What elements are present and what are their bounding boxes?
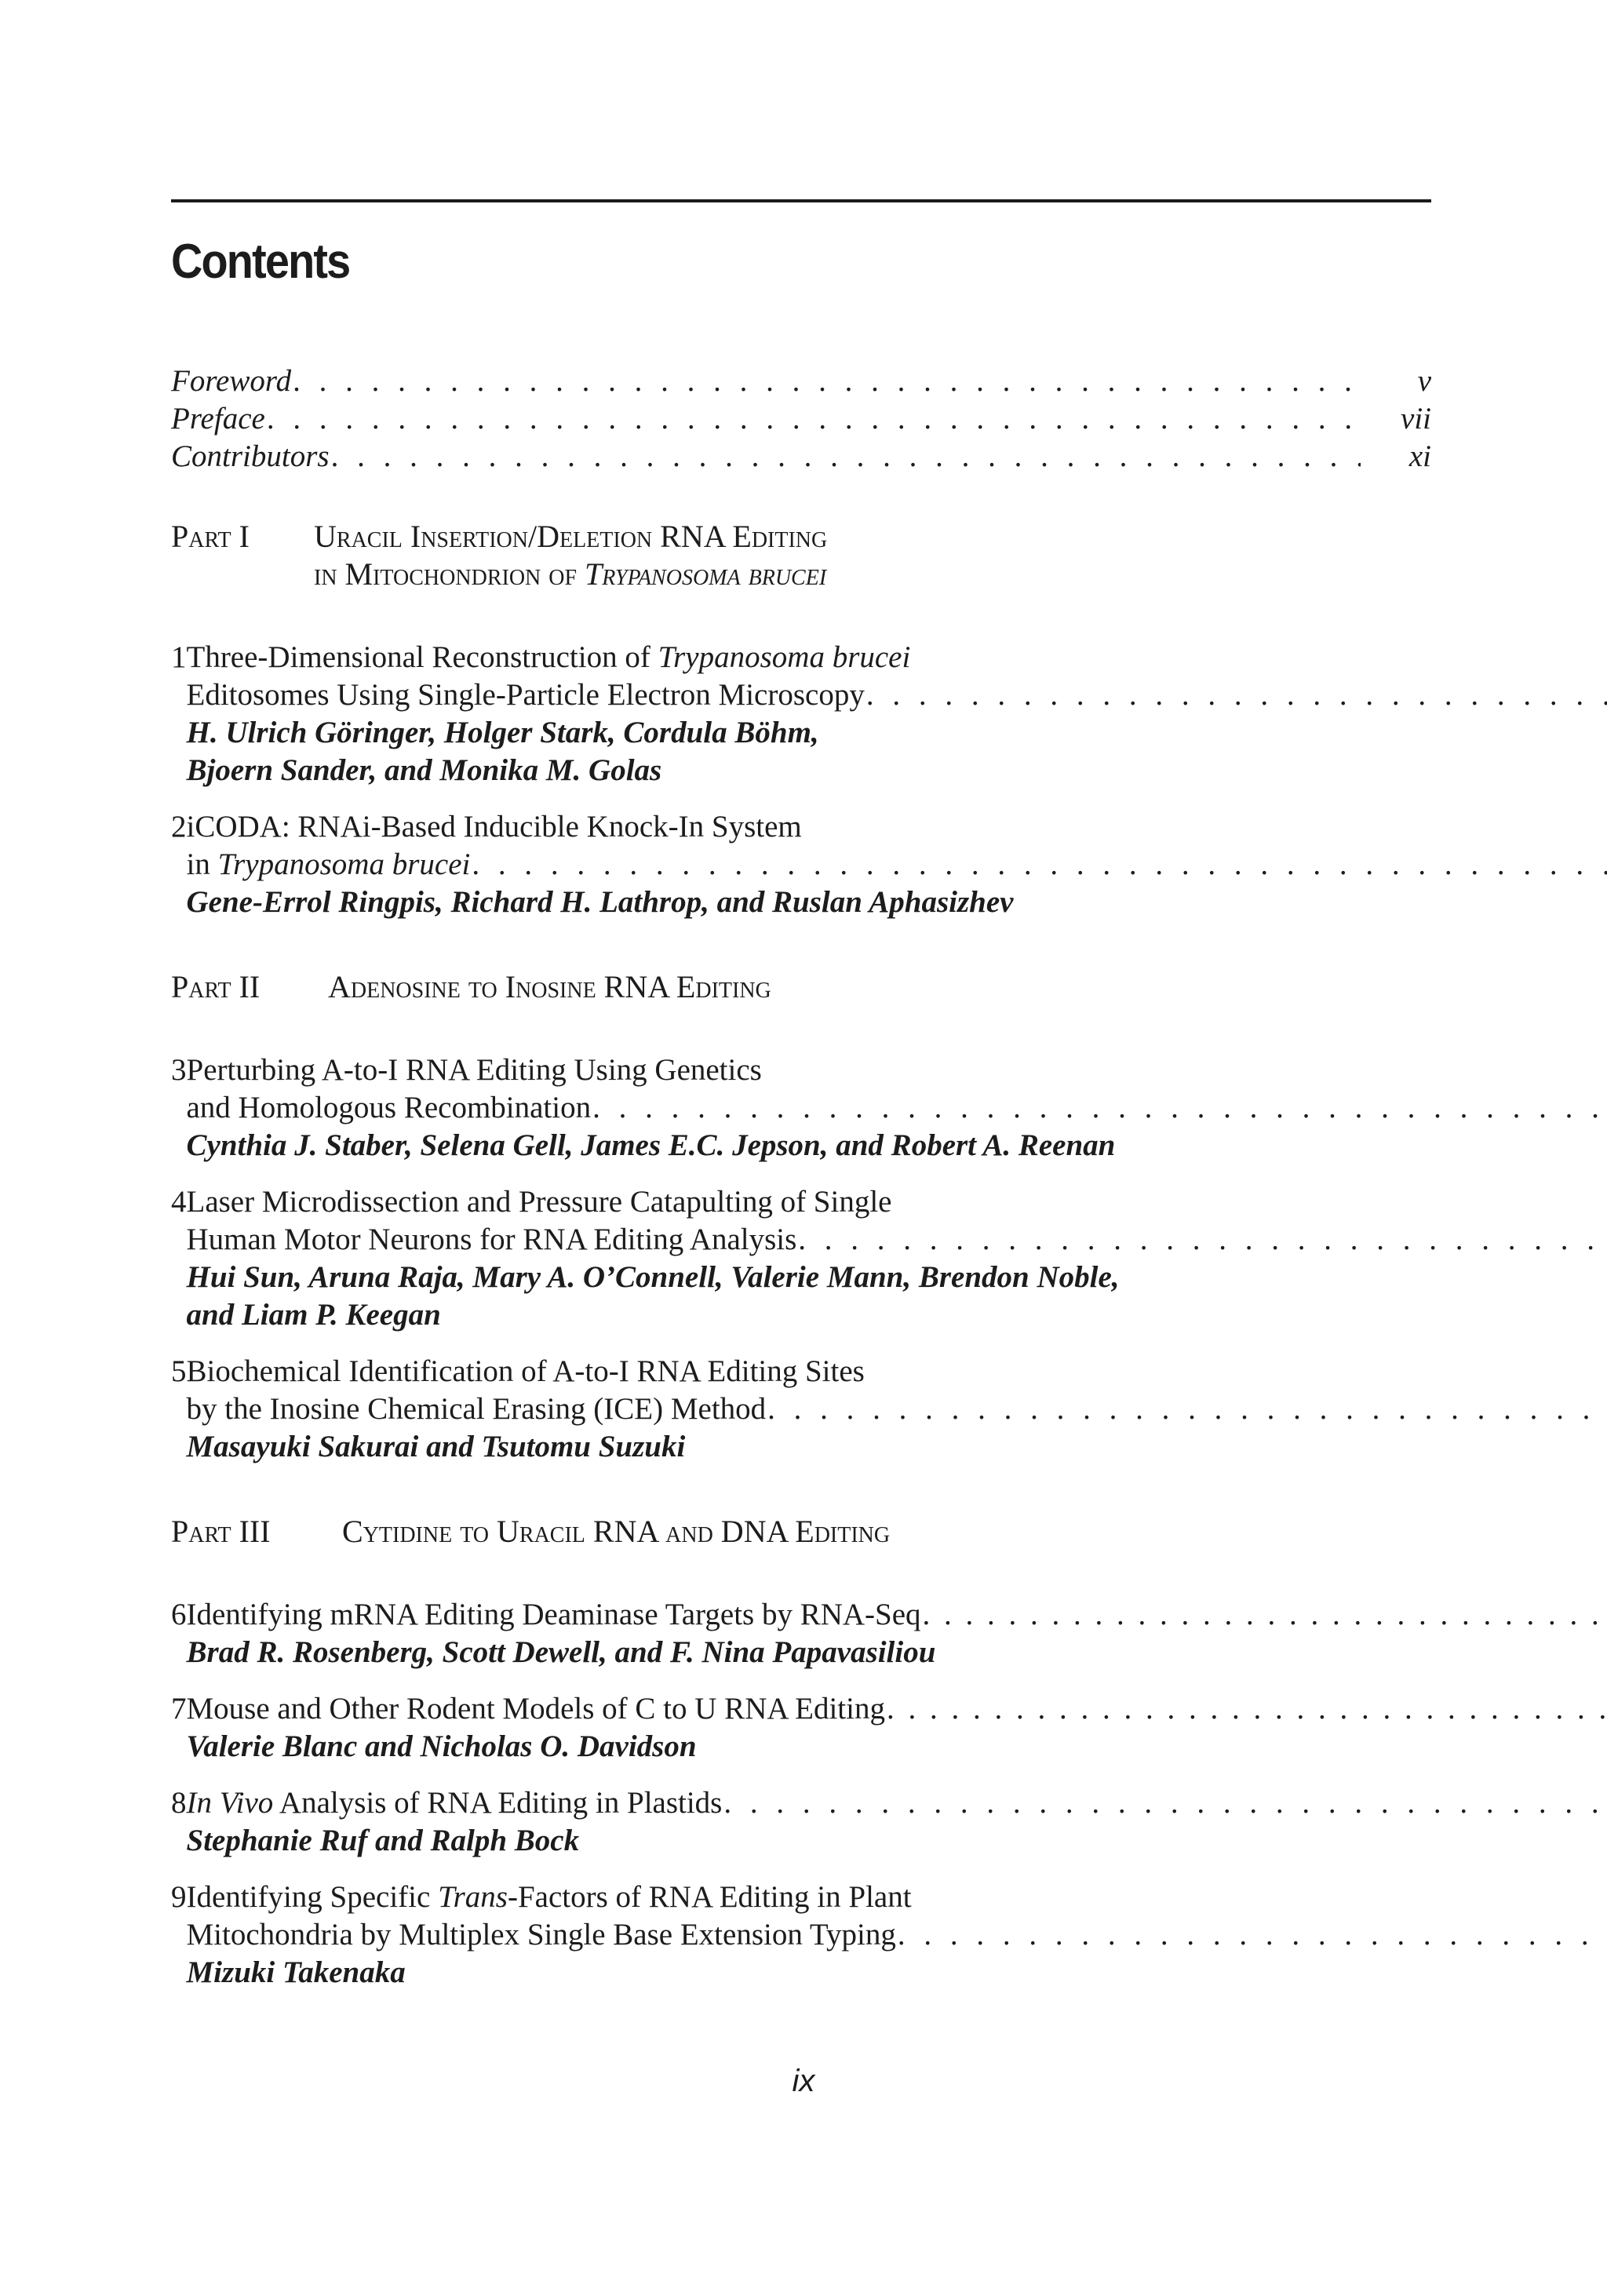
chapter-entry-9[interactable] xyxy=(171,1879,1431,1992)
chapter-authors: Stephanie Ruf and Ralph Bock xyxy=(186,1824,580,1857)
entry-title: Contributors xyxy=(171,439,330,473)
chapter-entry-7[interactable] xyxy=(171,1690,1431,1766)
chapter-authors-line2: Bjoern Sander, and Monika M. Golas xyxy=(186,753,662,787)
chapter-title-line1: Perturbing A-to-I RNA Editing Using Genetics xyxy=(186,1053,762,1087)
part-label: Part I xyxy=(171,519,250,554)
chapter-entry-6[interactable] xyxy=(171,1596,1431,1671)
chapter-entry-2[interactable] xyxy=(171,808,1431,921)
dot-leader xyxy=(723,1784,1607,1822)
chapter-entry-3[interactable] xyxy=(171,1051,1431,1164)
part-heading-3 xyxy=(171,1513,1431,1551)
dot-leader xyxy=(887,1690,1607,1728)
chapter-authors: Cynthia J. Staber, Selena Gell, James E.C. Jepson, and Robert A. Reenan xyxy=(186,1128,1116,1162)
page-title: Contents xyxy=(171,235,350,289)
chapter-entry-1[interactable] xyxy=(171,639,1431,789)
chapter-number: 5 xyxy=(171,1354,187,1388)
chapter-number: 8 xyxy=(171,1786,187,1820)
dot-leader xyxy=(331,438,1361,476)
chapter-entry-8[interactable] xyxy=(171,1784,1431,1860)
dot-leader xyxy=(472,846,1607,884)
entry-page: v xyxy=(1417,364,1431,398)
part-label: Part II xyxy=(171,969,261,1004)
chapter-entry-5[interactable] xyxy=(171,1353,1431,1466)
chapter-authors-line2: and Liam P. Keegan xyxy=(186,1298,441,1332)
toc-entry-contributors[interactable] xyxy=(171,438,1431,476)
chapter-number: 1 xyxy=(171,640,187,674)
part-title: Uracil Insertion/Deletion RNA Editing xyxy=(314,519,828,554)
chapter-title-line2: in Trypanosoma brucei xyxy=(186,847,471,881)
table-of-contents xyxy=(171,363,1431,2010)
front-matter xyxy=(171,363,1431,476)
part-title-line2: in Mitochondrion of Trypanosoma brucei xyxy=(314,556,827,592)
part-label: Part III xyxy=(171,1514,271,1549)
chapter-title-line1: Identifying Specific Trans-Factors of RNA Editing in Plant xyxy=(186,1880,912,1914)
dot-leader xyxy=(866,676,1607,714)
chapter-title-line2: and Homologous Recombination xyxy=(186,1091,592,1124)
chapter-title-line2: Mitochondria by Multiplex Single Base Extension Typing xyxy=(186,1918,896,1952)
chapter-title-line1: Three-Dimensional Reconstruction of Trypanosoma brucei xyxy=(186,640,911,674)
page-number: ix xyxy=(792,2064,815,2098)
dot-leader xyxy=(267,400,1361,438)
chapter-title-line1: Laser Microdissection and Pressure Catapulting of Single xyxy=(186,1185,892,1219)
part-heading-2 xyxy=(171,968,1431,1006)
entry-title: Preface xyxy=(171,402,265,436)
chapter-number: 7 xyxy=(171,1692,187,1726)
chapter-title-line1: iCODA: RNAi-Based Inducible Knock-In System xyxy=(186,810,802,844)
entry-page: vii xyxy=(1401,402,1431,436)
chapter-number: 2 xyxy=(171,810,187,844)
chapter-authors: Valerie Blanc and Nicholas O. Davidson xyxy=(186,1729,697,1763)
chapter-title-line2: by the Inosine Chemical Erasing (ICE) Method xyxy=(186,1392,767,1426)
chapter-number: 9 xyxy=(171,1880,187,1914)
entry-page: xi xyxy=(1408,439,1431,473)
part-title: Adenosine to Inosine RNA Editing xyxy=(328,969,771,1004)
chapter-number: 3 xyxy=(171,1053,187,1087)
dot-leader xyxy=(592,1089,1607,1127)
chapter-authors: Brad R. Rosenberg, Scott Dewell, and F. Nina Papavasiliou xyxy=(186,1635,936,1669)
chapter-entry-4[interactable] xyxy=(171,1183,1431,1334)
entry-title: Foreword xyxy=(171,364,292,398)
chapter-authors: H. Ulrich Göringer, Holger Stark, Cordula Böhm, xyxy=(186,716,819,749)
chapter-authors: Masayuki Sakurai and Tsutomu Suzuki xyxy=(186,1430,686,1463)
dot-leader xyxy=(923,1596,1607,1634)
top-rule xyxy=(171,199,1431,202)
chapter-title: In Vivo Analysis of RNA Editing in Plastids xyxy=(186,1786,723,1820)
toc-entry-preface[interactable] xyxy=(171,400,1431,438)
chapter-authors: Mizuki Takenaka xyxy=(186,1955,406,1989)
dot-leader xyxy=(767,1390,1607,1428)
dot-leader xyxy=(798,1221,1607,1259)
chapter-authors: Gene-Errol Ringpis, Richard H. Lathrop, and Ruslan Aphasizhev xyxy=(186,885,1014,919)
chapter-title-line2: Human Motor Neurons for RNA Editing Analysis xyxy=(186,1223,797,1256)
dot-leader xyxy=(293,363,1361,400)
chapter-title: Identifying mRNA Editing Deaminase Targets by RNA-Seq xyxy=(186,1598,921,1631)
chapter-title: Mouse and Other Rodent Models of C to U RNA Editing xyxy=(186,1692,885,1726)
dot-leader xyxy=(898,1916,1607,1954)
chapter-title-line2: Editosomes Using Single-Particle Electron Microscopy xyxy=(186,678,865,712)
toc-entry-foreword[interactable] xyxy=(171,363,1431,400)
chapter-authors: Hui Sun, Aruna Raja, Mary A. O’Connell, Valerie Mann, Brendon Noble, xyxy=(186,1260,1120,1294)
chapter-number: 6 xyxy=(171,1598,187,1631)
part-title: Cytidine to Uracil RNA and DNA Editing xyxy=(342,1514,891,1549)
chapter-title-line1: Biochemical Identification of A-to-I RNA Editing Sites xyxy=(186,1354,865,1388)
chapter-number: 4 xyxy=(171,1185,187,1219)
part-heading-1 xyxy=(171,518,1431,593)
